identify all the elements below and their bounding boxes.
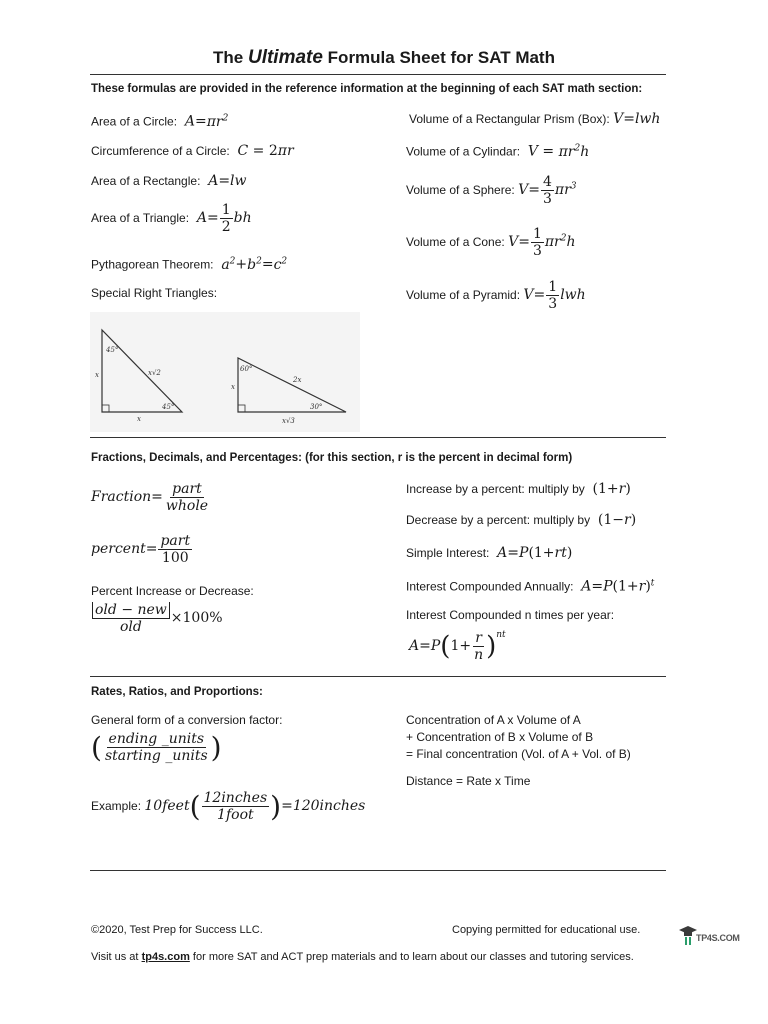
t2-angle-right: 30° xyxy=(310,403,323,411)
visit-post: for more SAT and ACT prep materials and to learn about our classes and tutoring services. xyxy=(192,951,634,963)
t1-angle-top: 45° xyxy=(106,346,119,354)
fraction-word: Fraction xyxy=(91,488,152,505)
graduation-cap-icon xyxy=(678,924,698,946)
example-numerator: 12inches xyxy=(203,790,268,806)
t1-hyp: x√2 xyxy=(148,369,161,377)
conversion-label: General form of a conversion factor: xyxy=(91,713,283,727)
circumference-formula: Circumference of a Circle: C = 2πr xyxy=(91,143,294,159)
distance-formula: Distance = Rate x Time xyxy=(406,774,531,788)
title-divider xyxy=(90,74,666,75)
title-pre: The xyxy=(213,48,244,67)
circle-area-formula: Area of a Circle: $A=\pi r^2$ xyxy=(91,113,229,130)
permission: Copying permitted for educational use. xyxy=(452,924,641,936)
site-link[interactable]: tp4s.com xyxy=(141,951,190,963)
section2-divider xyxy=(90,676,666,677)
example-denominator: 1foot xyxy=(217,807,254,824)
page-title xyxy=(0,47,768,69)
rect-area-formula: Area of a Rectangle: A=lw xyxy=(91,173,247,189)
pct-change-label: Percent Increase or Decrease: xyxy=(91,584,254,598)
section3-divider xyxy=(90,870,666,871)
pyramid-formula: Volume of a Pyramid: V= $\frac{1}{3}$ lwh xyxy=(406,279,586,313)
pythag-label: Pythagorean Theorem: xyxy=(91,257,214,272)
example-left: 10feet xyxy=(144,797,190,814)
annual-interest-formula: Interest Compounded Annually: $A=P(1+r)^t$ xyxy=(406,578,655,595)
t2-hyp: 2x xyxy=(293,376,302,384)
fraction-formula: Fraction= $\frac{\text{part}}{\text{whole}}$ xyxy=(91,481,209,515)
t1-angle-right: 45° xyxy=(162,403,175,411)
section3-heading: Rates, Ratios, and Proportions: xyxy=(91,686,263,698)
pct-change-numerator: old − new xyxy=(92,602,170,619)
rect-area-label: Area of a Rectangle: xyxy=(91,174,201,188)
increase-formula: Increase by a percent: multiply by (1+r) xyxy=(406,481,631,497)
example-right: =120inches xyxy=(281,797,366,814)
title-emphasis: Ultimate xyxy=(247,47,323,68)
ntimes-interest-formula: A=P(1+ $\frac{r}{n}$ )$^{nt}$ xyxy=(409,630,506,664)
section1-heading: These formulas are provided in the reference information at the beginning of each SAT math section: xyxy=(91,83,643,95)
pct-change-formula xyxy=(91,602,223,635)
visit-pre: Visit us at xyxy=(91,951,139,963)
fraction-whole: whole xyxy=(165,498,209,515)
pyramid-label: Volume of a Pyramid: xyxy=(406,287,521,302)
simple-interest-formula: Simple Interest: A=P(1+rt) xyxy=(406,545,573,561)
figure-background xyxy=(90,312,360,432)
circumference-label: Circumference of a Circle: xyxy=(91,144,230,158)
tp4s-logo xyxy=(678,924,742,950)
section1-divider xyxy=(90,437,666,438)
circle-area-label: Area of a Circle: xyxy=(91,114,178,129)
conc-line-3: = Final concentration (Vol. of A + Vol. of B) xyxy=(406,747,631,761)
tri-area-label: Area of a Triangle: xyxy=(91,210,190,225)
special-triangles-figure xyxy=(90,312,360,432)
conc-line-1: Concentration of A x Volume of A xyxy=(406,713,581,727)
cylinder-formula: Volume of a Cylindar: $V = \pi r^2h$ xyxy=(406,143,590,160)
sphere-formula: Volume of a Sphere: V= $\frac{4}{3}$ $\pi r^3$ xyxy=(406,174,577,208)
t1-bottom: x xyxy=(137,415,141,423)
fraction-part: part xyxy=(172,481,202,497)
percent-word: percent xyxy=(91,540,146,557)
conc-line-2: + Concentration of B x Volume of B xyxy=(406,730,594,744)
title-post: Formula Sheet for SAT Math xyxy=(327,48,555,67)
increase-label: Increase by a percent: multiply by xyxy=(406,482,585,496)
conversion-formula: ( $\frac{\text{ending \_units}}{\text{starting \_units}}$ ) xyxy=(91,731,222,765)
t2-side: x xyxy=(231,383,235,391)
pct-change-times: ×100% xyxy=(170,609,223,626)
t2-bottom: x√3 xyxy=(282,417,295,425)
sphere-label: Volume of a Sphere: xyxy=(406,182,515,197)
visit-line xyxy=(91,951,634,963)
conversion-starting: starting _units xyxy=(104,748,208,765)
ntimes-interest-label: Interest Compounded n times per year: xyxy=(406,608,615,622)
decrease-formula: Decrease by a percent: multiply by (1−r) xyxy=(406,512,637,528)
percent-hundred: 100 xyxy=(161,550,189,567)
t2-angle-top: 60° xyxy=(240,365,253,373)
example-label: Example: xyxy=(91,798,142,813)
percent-formula: percent= $\frac{\text{part}}{100}$ xyxy=(91,533,191,567)
simple-interest-label: Simple Interest: xyxy=(406,546,490,560)
prism-formula: Volume of a Rectangular Prism (Box): V=lwh xyxy=(409,111,661,127)
cone-formula: Volume of a Cone: V= $\frac{1}{3}$ $\pi r^2h$ xyxy=(406,226,576,260)
percent-part: part xyxy=(160,533,191,549)
cone-label: Volume of a Cone: xyxy=(406,234,505,249)
special-triangles-label: Special Right Triangles: xyxy=(91,286,218,300)
conversion-ending: ending _units xyxy=(108,731,205,747)
decrease-label: Decrease by a percent: multiply by xyxy=(406,513,591,527)
pct-change-denominator: old xyxy=(119,619,142,636)
copyright: ©2020, Test Prep for Success LLC. xyxy=(91,924,263,936)
example-formula: Example: 10feet( $\frac{\text{12inches}}{\text{1foot}}$ )=120inches xyxy=(91,790,366,824)
t1-side: x xyxy=(95,371,99,379)
tri-area-formula: Area of a Triangle: A= $\frac{1}{2}$ bh xyxy=(91,202,252,236)
section2-heading: Fractions, Decimals, and Percentages: (for this section, r is the percent in decimal form) xyxy=(91,452,573,464)
logo-text: TP4S.COM xyxy=(696,933,740,943)
prism-label: Volume of a Rectangular Prism (Box): xyxy=(409,112,610,126)
cylinder-label: Volume of a Cylindar: xyxy=(406,144,521,159)
annual-interest-label: Interest Compounded Annually: xyxy=(406,579,574,594)
pythag-formula: Pythagorean Theorem: $a^2+b^2=c^2$ xyxy=(91,256,288,273)
